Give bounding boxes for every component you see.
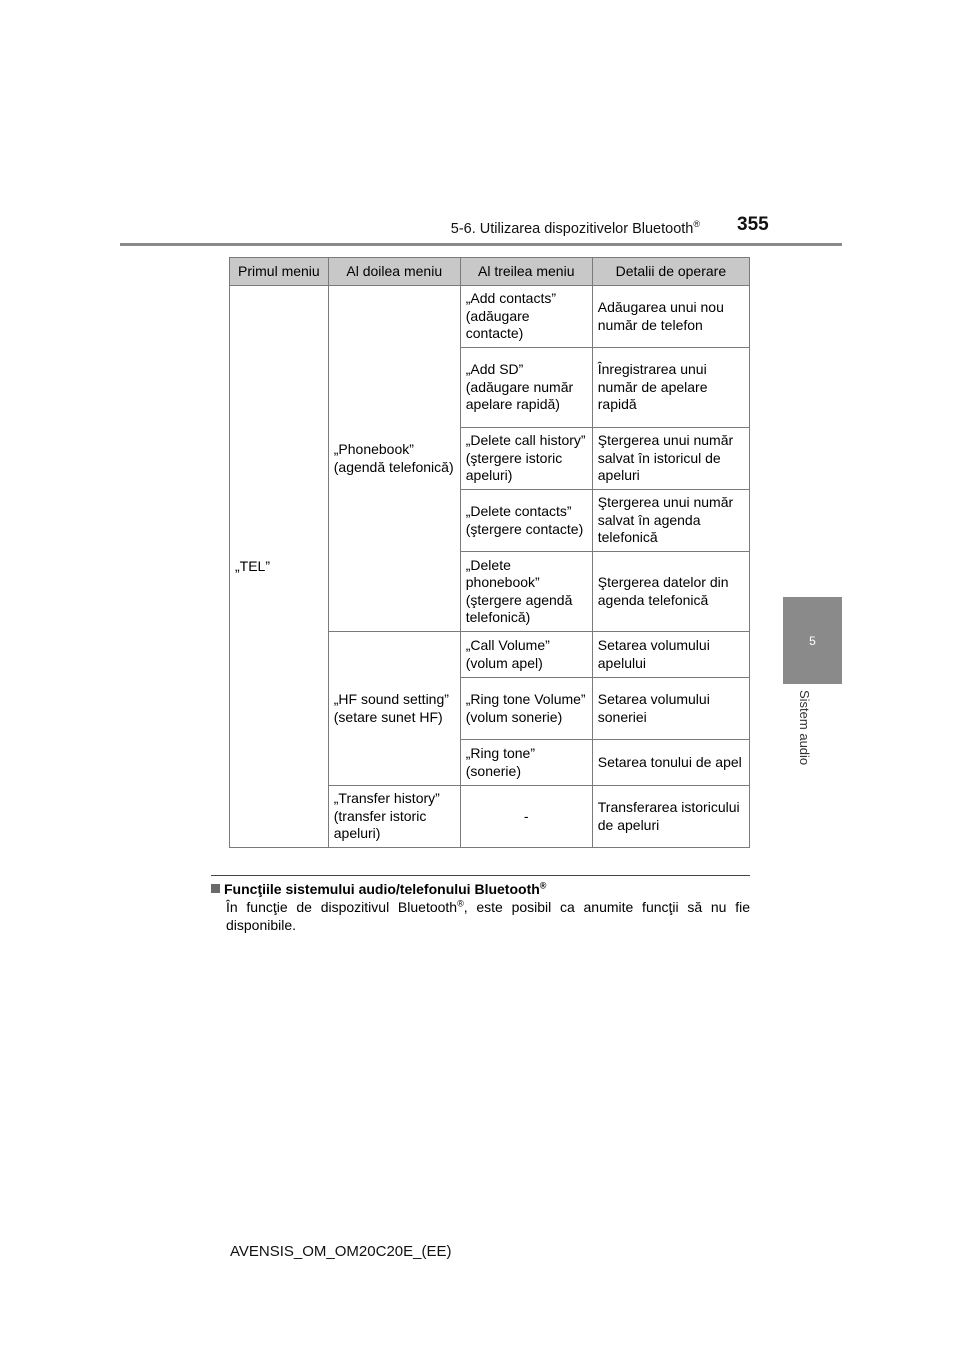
registered-mark: ® — [539, 880, 547, 891]
third-menu-cell: - — [460, 786, 592, 848]
note-divider — [211, 875, 750, 876]
third-menu-cell: „Add SD” (adăugare număr apelare rapidă) — [460, 348, 592, 428]
page-number: 355 — [737, 214, 769, 235]
detail-cell: Ştergerea unui număr salvat în agenda telefonică — [592, 490, 749, 552]
detail-cell: Ştergerea unui număr salvat în istoricul de apeluri — [592, 428, 749, 490]
section-title: 5-6. Utilizarea dispozitivelor Bluetooth® — [450, 219, 700, 237]
third-menu-cell: „Call Volume” (volum apel) — [460, 632, 592, 678]
third-menu-cell: „Delete contacts” (ştergere contacte) — [460, 490, 592, 552]
first-menu-tel: „TEL” — [230, 286, 329, 848]
header-third-menu: Al treilea meniu — [460, 258, 592, 286]
note-block — [211, 880, 750, 935]
detail-cell: Ştergerea datelor din agenda telefonică — [592, 552, 749, 632]
note-heading: Funcţiile sistemului audio/telefonului Bluetooth® — [211, 880, 750, 898]
menu-table — [229, 257, 750, 848]
detail-cell: Înregistrarea unui număr de apelare rapidă — [592, 348, 749, 428]
header-second-menu: Al doilea meniu — [328, 258, 460, 286]
table-row — [230, 286, 750, 348]
header-first-menu: Primul meniu — [230, 258, 329, 286]
registered-mark: ® — [693, 219, 700, 229]
chapter-side-label: Sistem audio — [797, 690, 812, 766]
detail-cell: Transferarea istoricului de apeluri — [592, 786, 749, 848]
header-divider — [120, 243, 842, 246]
detail-cell: Setarea tonului de apel — [592, 740, 749, 786]
chapter-tab: 5 — [783, 597, 842, 684]
table-header-row — [230, 258, 750, 286]
third-menu-cell: „Ring tone Volume” (volum sonerie) — [460, 678, 592, 740]
second-menu-phonebook: „Phonebook” (agendă telefonică) — [328, 286, 460, 632]
detail-cell: Setarea volumului apelului — [592, 632, 749, 678]
detail-cell: Setarea volumului soneriei — [592, 678, 749, 740]
second-menu-transfer-history: „Transfer history” (transfer istoric apeluri) — [328, 786, 460, 848]
third-menu-cell: „Ring tone” (sonerie) — [460, 740, 592, 786]
note-body: În funcţie de dispozitivul Bluetooth®, este posibil ca anumite funcţii să nu fie disponibile. — [226, 898, 750, 934]
header-operation-details: Detalii de operare — [592, 258, 749, 286]
third-menu-cell: „Delete phonebook” (ştergere agendă telefonică) — [460, 552, 592, 632]
detail-cell: Adăugarea unui nou număr de telefon — [592, 286, 749, 348]
third-menu-cell: „Delete call history” (ştergere istoric apeluri) — [460, 428, 592, 490]
document-code: AVENSIS_OM_OM20C20E_(EE) — [230, 1243, 452, 1260]
third-menu-cell: „Add contacts” (adăugare contacte) — [460, 286, 592, 348]
square-bullet-icon — [211, 884, 220, 893]
second-menu-hf-sound: „HF sound setting” (setare sunet HF) — [328, 632, 460, 786]
registered-mark: ® — [457, 898, 464, 909]
